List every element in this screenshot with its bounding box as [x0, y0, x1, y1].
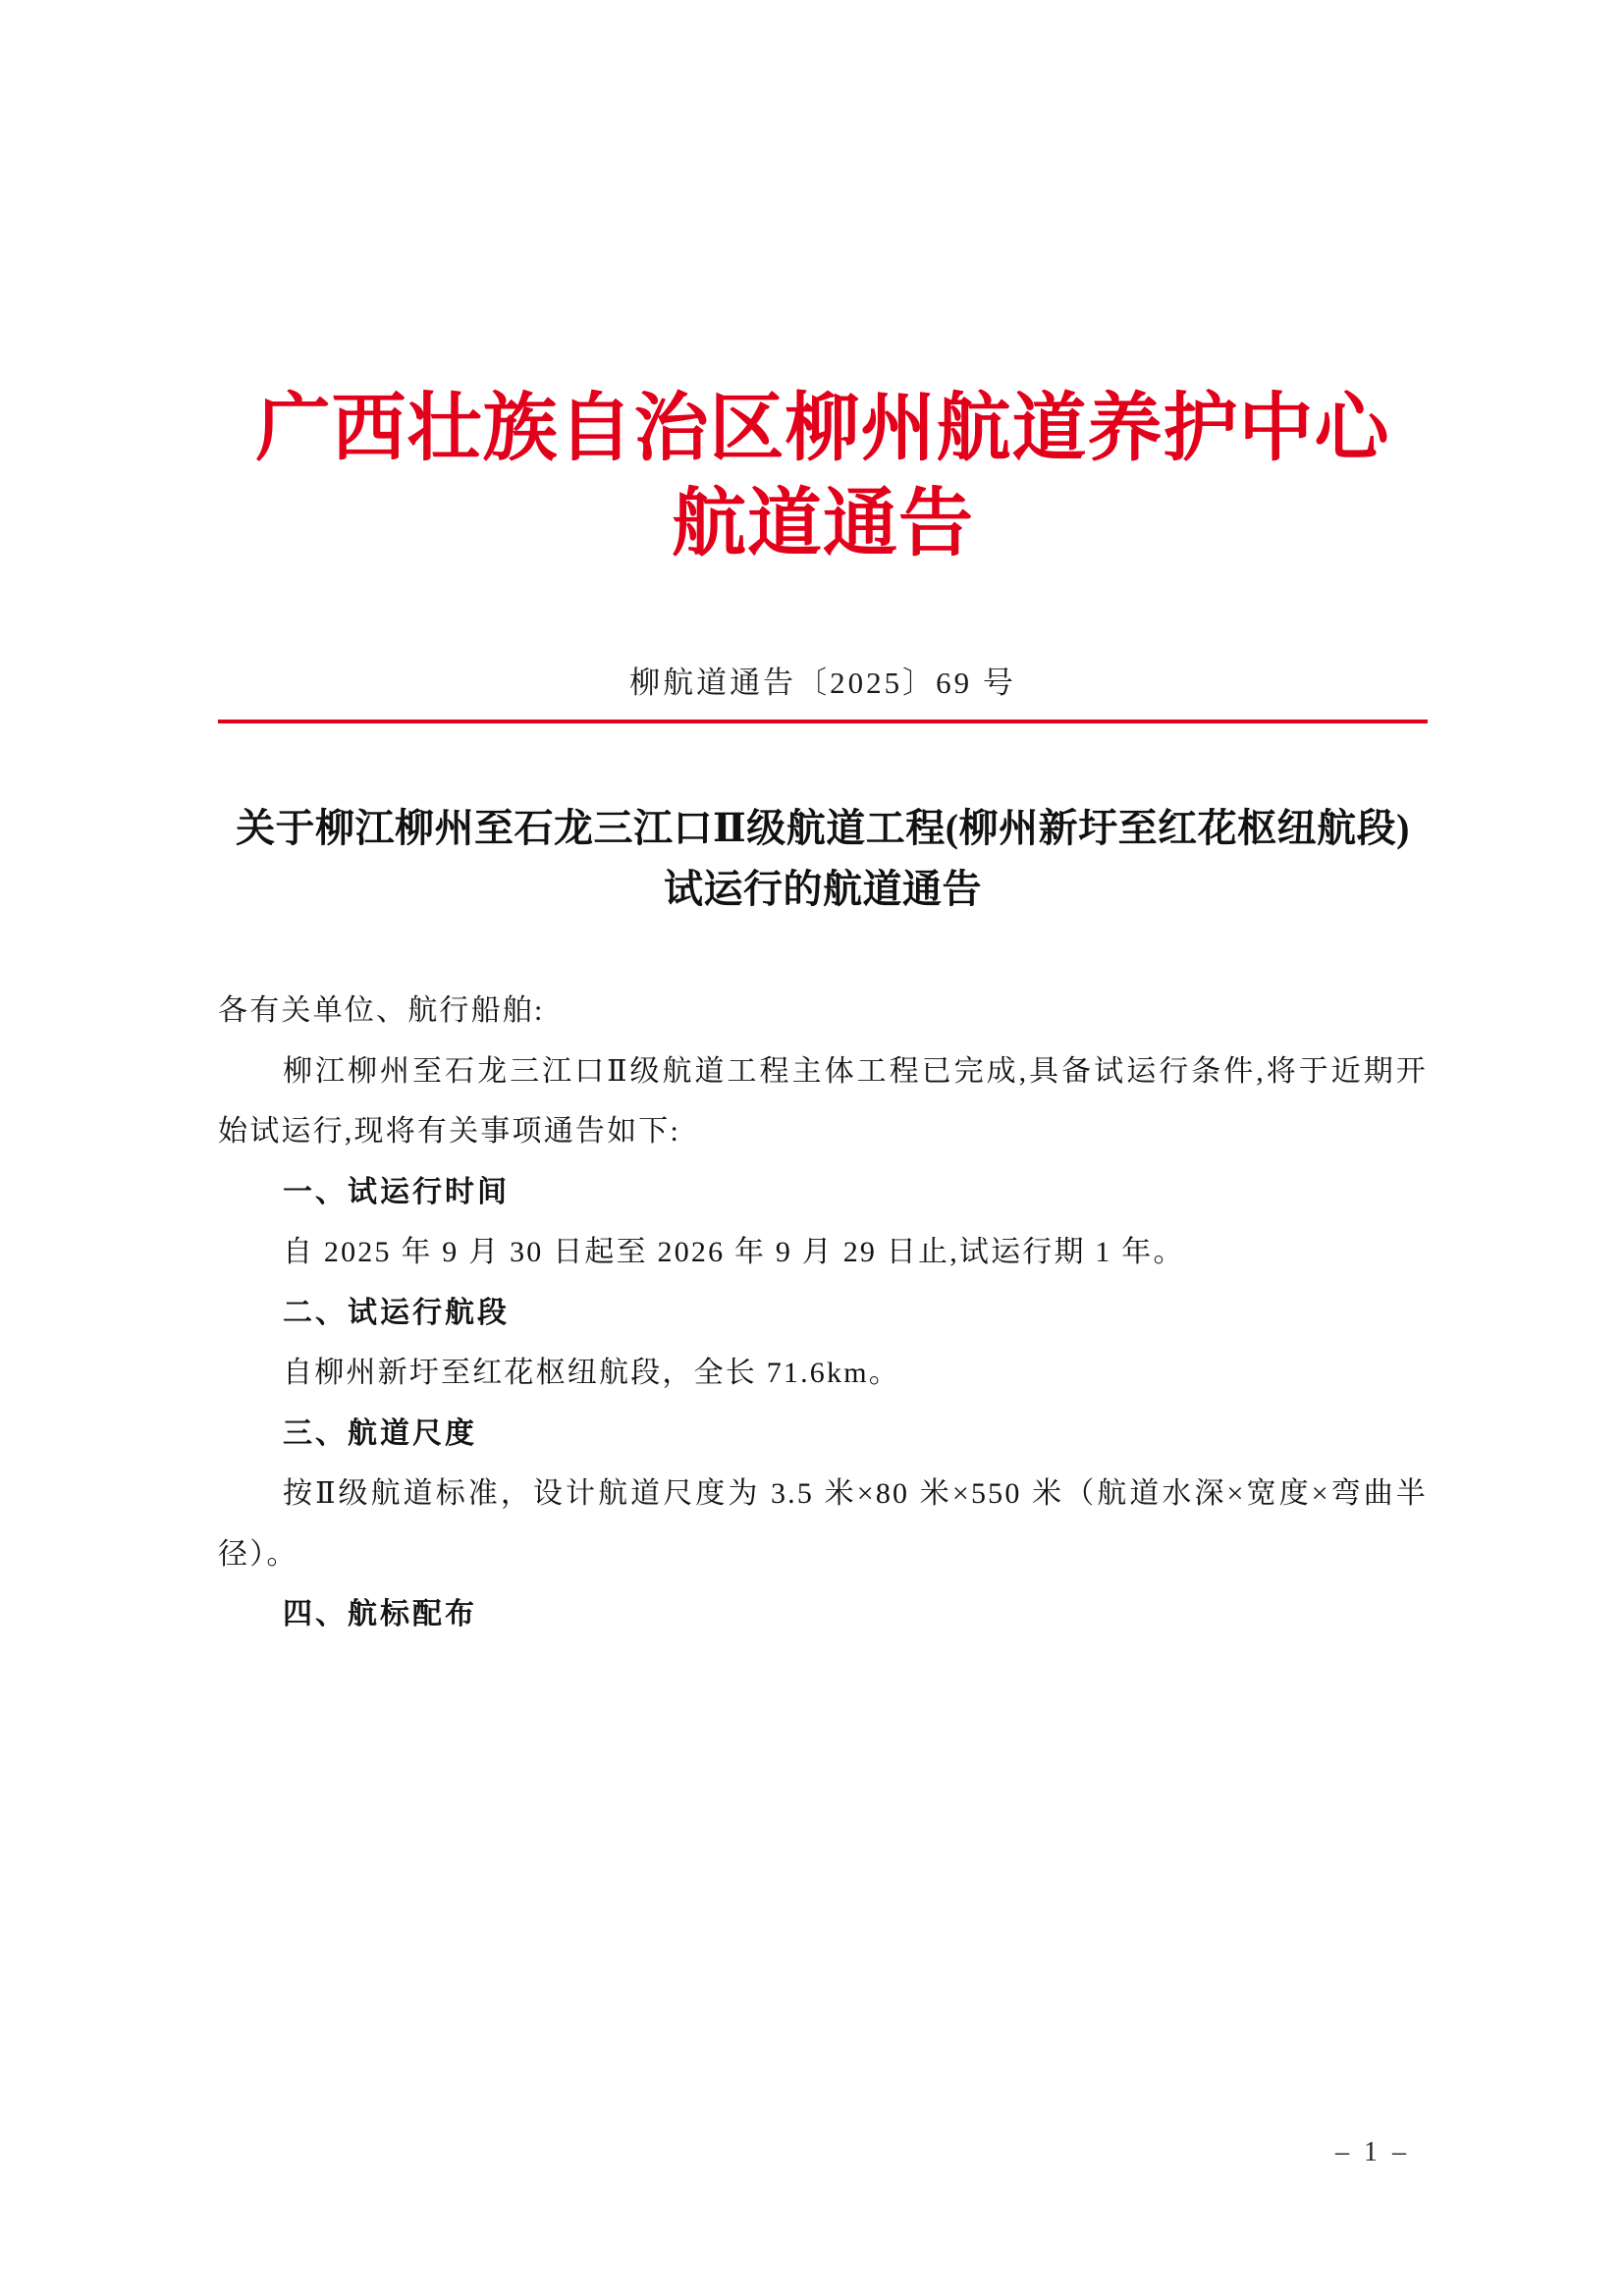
- masthead: [218, 383, 1428, 567]
- salutation: 各有关单位、航行船舶:: [218, 994, 545, 1028]
- section-body-1: 自 2025 年 9 月 30 日起至 2026 年 9 月 29 日止,试运行期 1 年。: [283, 1236, 1185, 1269]
- section-heading-2: 二、试运行航段: [283, 1296, 510, 1329]
- section-heading-1: 一、试运行时间: [283, 1175, 510, 1208]
- document-body: [218, 981, 1428, 1645]
- intro-paragraph: 柳江柳州至石龙三江口Ⅱ级航道工程主体工程已完成,具备试运行条件,将于近期开始试运行,现将有关事项通告如下:: [218, 1054, 1428, 1148]
- page-title: 关于柳江柳州至石龙三江口Ⅱ级航道工程(柳州新圩至红花枢纽航段)试运行的航道通告: [236, 806, 1410, 912]
- section-body-2: 自柳州新圩至红花枢纽航段，全长 71.6km。: [283, 1357, 900, 1390]
- masthead-line-1: 广西壮族自治区柳州航道养护中心: [255, 384, 1390, 471]
- document-number: 柳航道通告〔2025〕69 号: [629, 666, 1016, 701]
- page-content: [218, 0, 1428, 2296]
- section-heading-3: 三、航道尺度: [283, 1416, 477, 1450]
- page-number: – 1 –: [1335, 2137, 1410, 2167]
- section-body-3: 按Ⅱ级航道标准，设计航道尺度为 3.5 米×80 米×550 米（航道水深×宽度×弯曲半径）。: [218, 1477, 1428, 1571]
- red-divider-rule: [218, 720, 1428, 723]
- section-heading-4: 四、航标配布: [283, 1598, 477, 1631]
- masthead-line-2: 航道通告: [672, 479, 974, 567]
